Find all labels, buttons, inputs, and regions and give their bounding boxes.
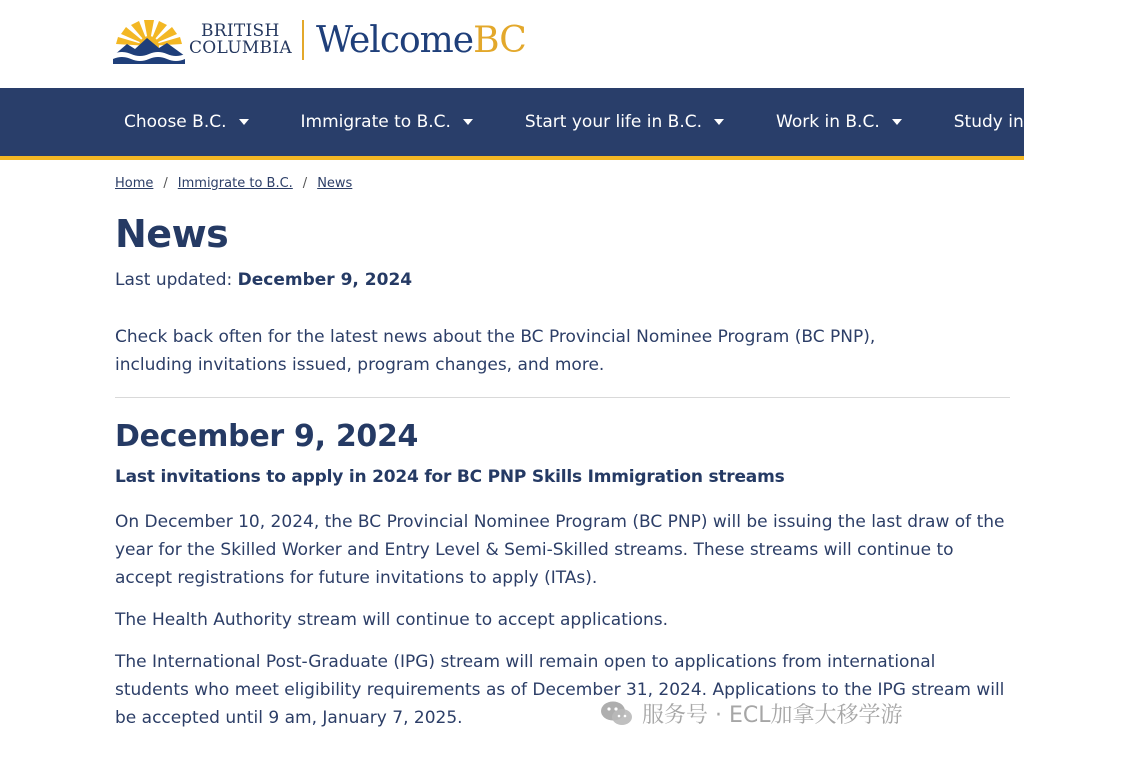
- logo-line-columbia: COLUMBIA: [189, 38, 292, 58]
- last-updated-date: December 9, 2024: [237, 270, 413, 290]
- main-nav: [0, 88, 1064, 160]
- site-header: [0, 0, 1024, 88]
- section-divider: [115, 397, 1010, 398]
- article-date: December 9, 2024: [115, 419, 419, 454]
- nav-item-label: Immigrate to B.C.: [300, 112, 451, 132]
- breadcrumb: [115, 172, 1015, 194]
- breadcrumb-separator: /: [163, 175, 168, 191]
- site-logo[interactable]: [113, 16, 526, 64]
- article-paragraph: The International Post-Graduate (IPG) stream will remain open to applications from international students who meet eligibility requirements as of December 31, 2024. Applications to the IPG stream will be accepted until 9 am, January 7, 2025.: [115, 652, 1005, 728]
- article-paragraph: On December 10, 2024, the BC Provincial Nominee Program (BC PNP) will be issuing the last draw of the year for the Skilled Worker and Entry Level & Semi-Skilled streams. These streams will continue to accept registrations for future invitations to apply (ITAs).: [115, 512, 1005, 588]
- breadcrumb-news[interactable]: News: [317, 175, 353, 191]
- breadcrumb-separator: /: [302, 175, 308, 191]
- last-updated: [115, 268, 1015, 292]
- watermark: [600, 698, 903, 729]
- page-title: News: [115, 212, 229, 256]
- nav-item-work[interactable]: [776, 112, 902, 132]
- last-updated-label: Last updated:: [115, 270, 233, 290]
- nav-item-label: Start your life in B.C.: [524, 112, 703, 132]
- nav-item-label: Work in B.C.: [776, 112, 880, 132]
- wechat-icon: [600, 700, 634, 728]
- article-paragraph: The Health Authority stream will continue to accept applications.: [115, 610, 669, 630]
- caret-down-icon: [239, 119, 249, 125]
- article-subtitle: Last invitations to apply in 2024 for BC PNP Skills Immigration streams: [115, 467, 785, 487]
- breadcrumb-immigrate[interactable]: Immigrate to B.C.: [177, 175, 293, 191]
- welcomebc-wordmark: [316, 20, 526, 61]
- caret-down-icon: [714, 119, 724, 125]
- bc-wordmark: [189, 23, 292, 57]
- caret-down-icon: [892, 119, 902, 125]
- bc-emblem-icon: [113, 16, 185, 64]
- nav-item-label: Study in B.C.: [953, 112, 1064, 132]
- logo-divider: [302, 20, 304, 60]
- logo-line-british: BRITISH: [201, 21, 280, 41]
- nav-list: [124, 88, 1137, 156]
- breadcrumb-home[interactable]: Home: [115, 175, 154, 191]
- main-content: [115, 172, 1015, 732]
- watermark-text: 服务号 · ECL加拿大移学游: [642, 703, 903, 728]
- nav-item-choose-bc[interactable]: [124, 112, 249, 132]
- intro-text: Check back often for the latest news about the BC Provincial Nominee Program (BC PNP), including invitations issued, program changes, and more.: [115, 327, 876, 375]
- welcome-accent: BC: [473, 19, 526, 61]
- caret-down-icon: [463, 119, 473, 125]
- nav-item-start-life[interactable]: [525, 112, 724, 132]
- welcome-text: Welcome: [315, 19, 474, 61]
- nav-item-study[interactable]: [954, 112, 1086, 132]
- nav-item-immigrate[interactable]: [301, 112, 473, 132]
- nav-item-label: Choose B.C.: [124, 112, 227, 132]
- caret-down-icon: [1075, 119, 1085, 125]
